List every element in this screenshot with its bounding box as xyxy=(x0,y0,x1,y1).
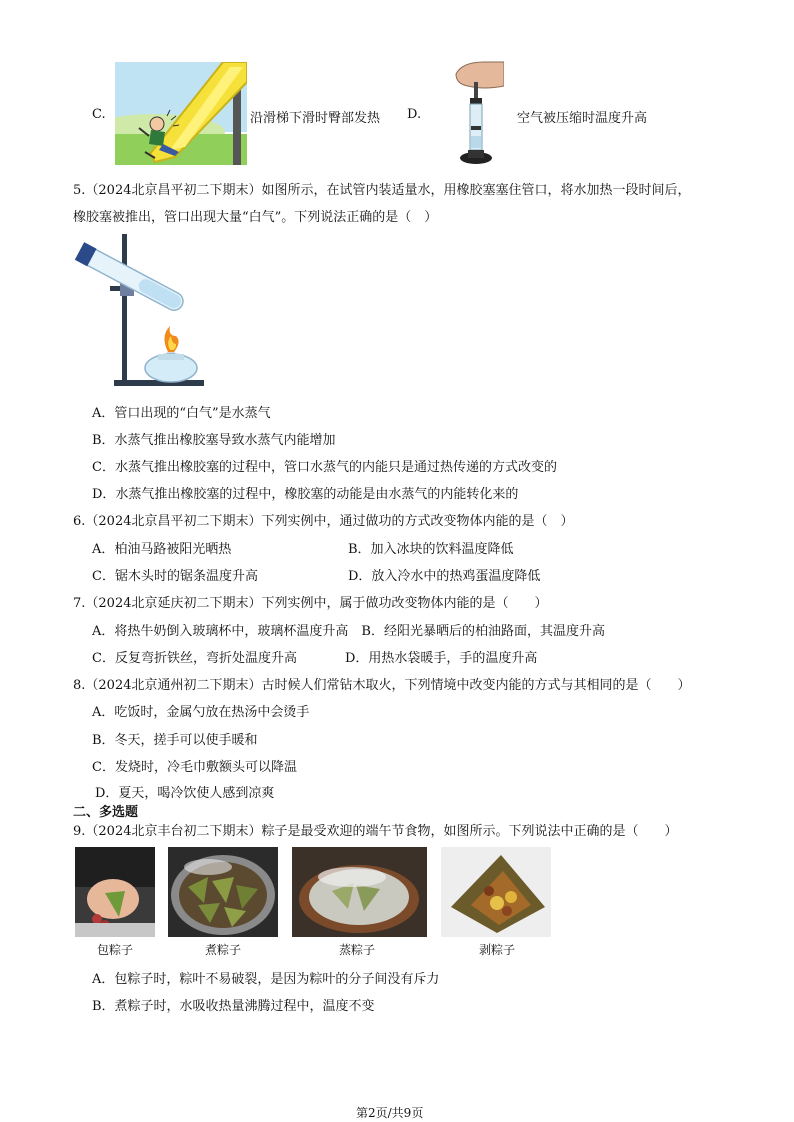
q5-stem-line1: 5.（2024北京昌平初二下期末）如图所示，在试管内装适量水，用橡胶塞塞住管口，将水加热一段时间后， xyxy=(73,183,691,198)
q4-option-c-letter: C. xyxy=(92,107,106,122)
slide-illustration xyxy=(115,62,247,165)
q4-option-c-text: 沿滑梯下滑时臀部发热 xyxy=(250,111,381,126)
q8-option-c: C．发烧时，冷毛巾敷额头可以降温 xyxy=(92,760,297,775)
q6-option-c: C．锯木头时的锯条温度升高 xyxy=(92,569,258,584)
q9-option-a: A．包粽子时，粽叶不易破裂，是因为粽叶的分子间没有斥力 xyxy=(92,972,440,987)
q8-option-d: D．夏天，喝冷饮使人感到凉爽 xyxy=(95,786,275,801)
q6-option-d: D．放入冷水中的热鸡蛋温度降低 xyxy=(348,569,541,584)
q7-options-a-b: A．将热牛奶倒入玻璃杯中，玻璃杯温度升高 B．经阳光暴晒后的柏油路面，其温度升高 xyxy=(92,624,605,639)
photo-boiling-zongzi xyxy=(168,847,278,937)
caption-steaming-zongzi: 蒸粽子 xyxy=(338,943,375,957)
page-number: 第2页/共9页 xyxy=(356,1106,424,1120)
q6-option-a: A．柏油马路被阳光晒热 xyxy=(92,542,232,557)
q9-option-b: B．煮粽子时，水吸收热量沸腾过程中，温度不变 xyxy=(92,999,375,1014)
q5-stem-line2: 橡胶塞被推出，管口出现大量“白气”。下列说法正确的是（ ） xyxy=(73,210,438,225)
photo-wrapping-zongzi xyxy=(75,847,155,937)
q5-option-b: B．水蒸气推出橡胶塞导致水蒸气内能增加 xyxy=(92,433,336,448)
q5-option-c: C．水蒸气推出橡胶塞的过程中，管口水蒸气的内能只是通过热传递的方式改变的 xyxy=(92,460,557,475)
q9-stem: 9.（2024北京丰台初二下期末）粽子是最受欢迎的端午节食物，如图所示。下列说法中正确的是（ ） xyxy=(73,824,678,839)
q5-option-d: D．水蒸气推出橡胶塞的过程中，橡胶塞的动能是由水蒸气的内能转化来的 xyxy=(92,487,519,502)
q7-option-d: D．用热水袋暖手，手的温度升高 xyxy=(345,651,538,666)
q6-option-b: B．加入冰块的饮料温度降低 xyxy=(348,542,514,557)
q7-stem: 7.（2024北京延庆初二下期末）下列实例中，属于做功改变物体内能的是（ ） xyxy=(73,596,548,611)
caption-wrapping-zongzi: 包粽子 xyxy=(96,943,133,957)
photo-steaming-zongzi xyxy=(292,847,427,937)
air-pump-illustration xyxy=(448,60,504,168)
caption-boiling-zongzi: 煮粽子 xyxy=(204,943,241,957)
q8-option-b: B．冬天，搓手可以使手暖和 xyxy=(92,733,258,748)
q8-stem: 8.（2024北京通州初二下期末）古时候人们常钻木取火，下列情境中改变内能的方式与其相同的是（ ） xyxy=(73,678,691,693)
q5-option-a: A．管口出现的“白气”是水蒸气 xyxy=(92,406,271,421)
section-title-multiple-choice: 二、多选题 xyxy=(73,805,139,820)
q4-option-d-letter: D. xyxy=(407,107,422,122)
q4-option-d-text: 空气被压缩时温度升高 xyxy=(517,111,648,126)
q6-stem: 6.（2024北京昌平初二下期末）下列实例中，通过做功的方式改变物体内能的是（ ） xyxy=(73,514,574,529)
q8-option-a: A．吃饭时，金属勺放在热汤中会烫手 xyxy=(92,705,310,720)
q7-option-c: C．反复弯折铁丝，弯折处温度升高 xyxy=(92,651,297,666)
caption-peeling-zongzi: 剥粽子 xyxy=(478,943,515,957)
test-tube-experiment-illustration xyxy=(70,232,210,390)
photo-peeling-zongzi xyxy=(441,847,551,937)
